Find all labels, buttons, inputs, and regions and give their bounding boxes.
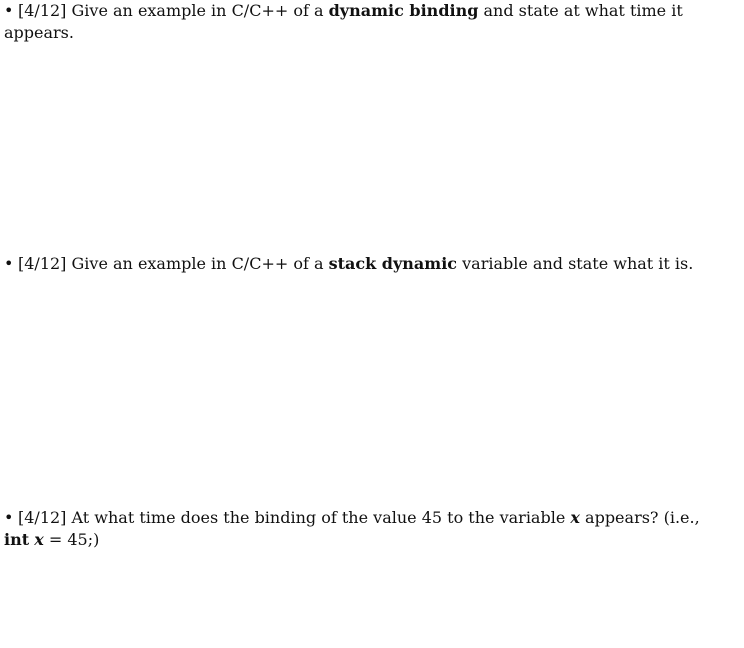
bullet-1: • xyxy=(4,1,14,20)
question-1 xyxy=(4,0,704,44)
question-3-text-before: At what time does the binding of the value 45 to the variable xyxy=(71,508,566,527)
question-2 xyxy=(4,253,704,275)
question-1-bold-term: dynamic binding xyxy=(328,1,479,20)
question-2-points: [4/12] xyxy=(18,254,67,273)
question-3-variable: x xyxy=(570,508,580,527)
question-3-points: [4/12] xyxy=(18,508,67,527)
question-2-text-before: Give an example in C/C++ of a xyxy=(71,254,324,273)
question-3-keyword: int xyxy=(4,530,30,549)
question-1-text-before: Give an example in C/C++ of a xyxy=(71,1,324,20)
question-2-bold-term: stack dynamic xyxy=(328,254,458,273)
question-3 xyxy=(4,507,704,551)
question-1-text-after: and state at what time it appears. xyxy=(4,1,683,42)
question-3-code-variable: x xyxy=(34,530,44,549)
bullet-3: • xyxy=(4,508,14,527)
question-3-text-middle: appears? (i.e., xyxy=(585,508,700,527)
bullet-2: • xyxy=(4,254,14,273)
question-3-code-rest: = 45;) xyxy=(48,530,100,549)
question-1-points: [4/12] xyxy=(18,1,67,20)
question-2-text-after: variable and state what it is. xyxy=(462,254,694,273)
